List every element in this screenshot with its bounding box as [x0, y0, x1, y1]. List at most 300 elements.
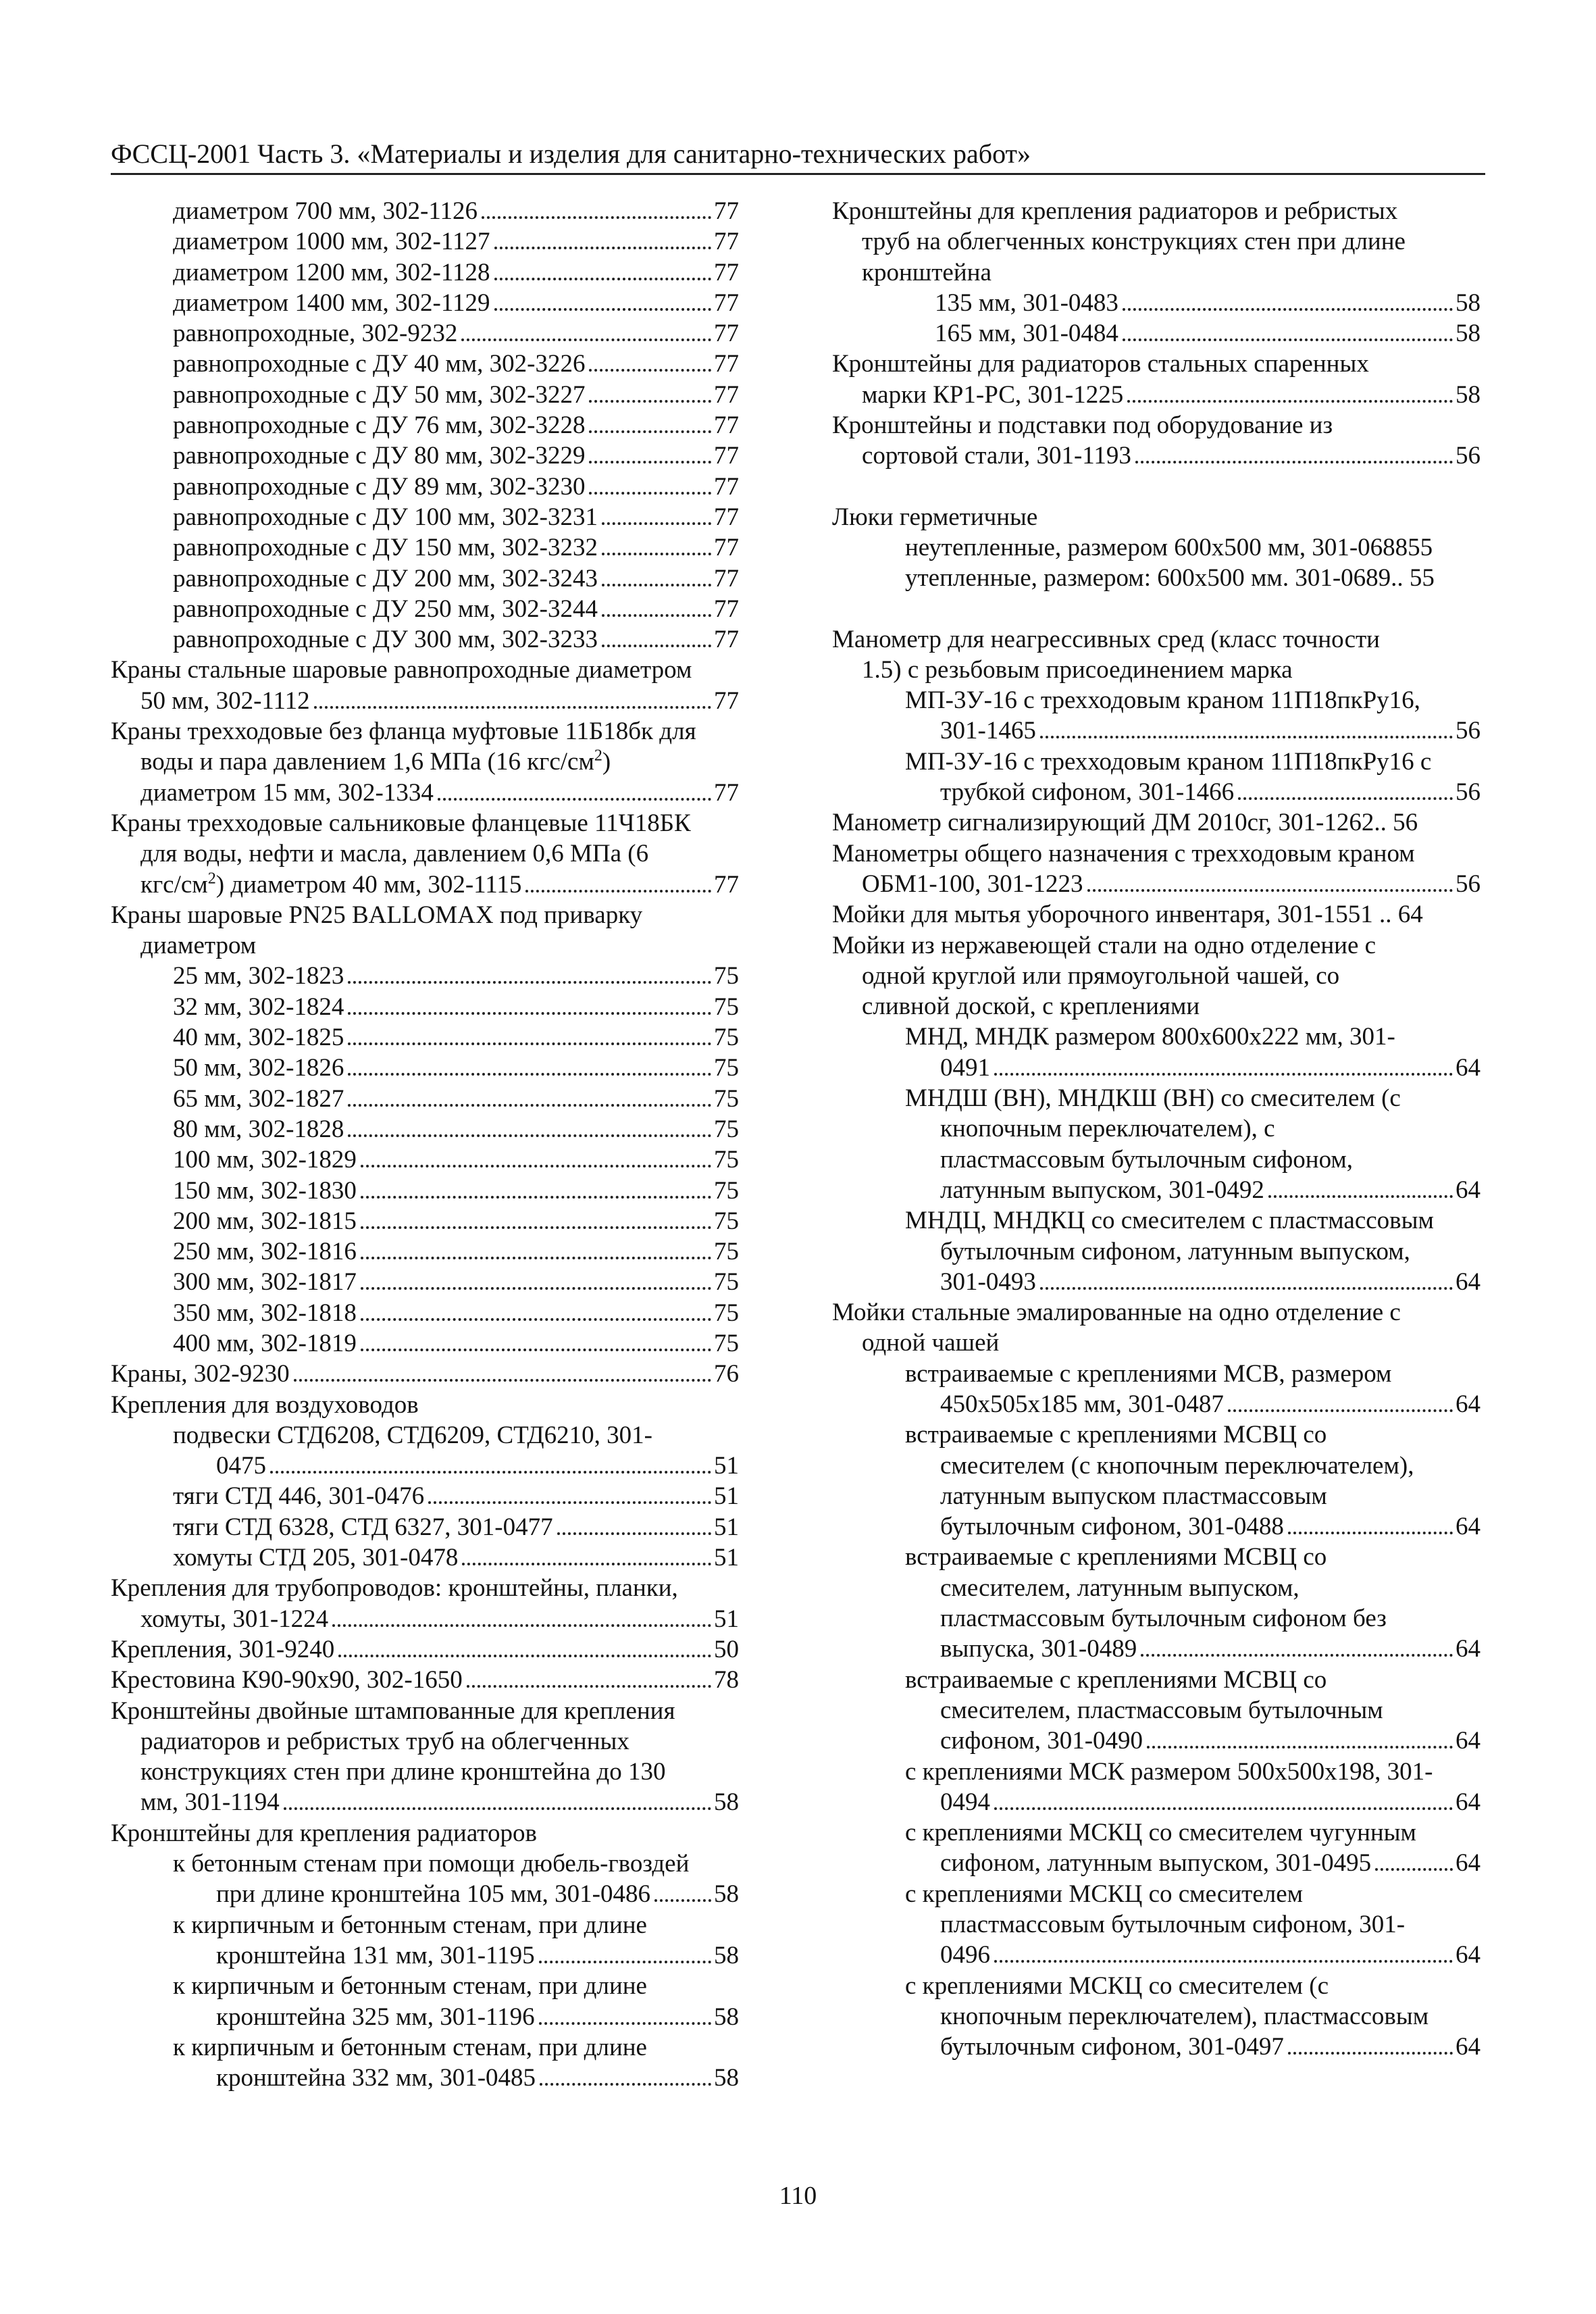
index-entry-text: 200 мм, 302-1815 — [173, 1207, 357, 1235]
dot-leader — [602, 584, 711, 586]
index-entry-text: к кирпичным и бетонным стенам, при длине — [173, 1911, 647, 1939]
page-reference: 64 — [1456, 1788, 1481, 1816]
index-entry — [111, 441, 739, 471]
index-entry-text: 450х505х185 мм, 301-0487 — [940, 1390, 1224, 1418]
page-reference: 56 — [1456, 870, 1481, 898]
index-entry-text: 32 мм, 302-1824 — [173, 992, 344, 1021]
index-entry-text: кнопочным переключателем), пластмассовым — [940, 2002, 1429, 2030]
index-entry-text: труб на облегченных конструкциях стен при длине — [862, 228, 1406, 256]
dot-leader — [1375, 1868, 1453, 1871]
index-entry-text: диаметром — [140, 932, 257, 960]
index-entry-text: с креплениями МСКЦ со смесителем чугунным — [905, 1819, 1416, 1847]
page-reference: 77 — [714, 595, 739, 623]
index-entry-text: 400 мм, 302-1819 — [173, 1329, 357, 1357]
page-reference: 75 — [714, 1054, 739, 1082]
index-entry-text: Краны стальные шаровые равнопроходные диаметром — [111, 656, 692, 684]
index-entry-text: равнопроходные с ДУ 250 мм, 302-3244 — [173, 595, 598, 623]
index-entry-text: воды и пара давлением 1,6 МПа (16 кгс/$см^2$) — [140, 747, 611, 776]
dot-leader — [361, 1196, 711, 1199]
index-entry — [111, 624, 739, 655]
page-reference: 77 — [714, 778, 739, 807]
index-entry — [111, 196, 739, 226]
index-entry-text: 65 мм, 302-1827 — [173, 1084, 344, 1113]
dot-leader — [994, 1073, 1453, 1076]
page-reference: 51 — [714, 1544, 739, 1572]
index-entry-text: равнопроходные с ДУ 80 мм, 302-3229 — [173, 442, 586, 470]
page-number: 110 — [779, 2182, 817, 2210]
page-reference: 58 — [714, 2064, 739, 2092]
index-entry-text: 350 мм, 302-1818 — [173, 1299, 357, 1327]
index-entry-text: 40 мм, 302-1825 — [173, 1024, 344, 1052]
index-entry-text: диаметром 700 мм, 302-1126 — [173, 197, 478, 225]
index-entry — [111, 1176, 739, 1206]
index-entry-text: Крепления для воздуховодов — [111, 1390, 419, 1419]
page-reference: 56 — [1456, 717, 1481, 745]
page-reference: 75 — [714, 1268, 739, 1297]
index-entry — [111, 1512, 739, 1542]
index-entry-text: хомуты, 301-1224 — [140, 1605, 329, 1633]
index-entry-text: 25 мм, 302-1823 — [173, 962, 344, 990]
index-entry — [832, 1083, 1481, 1205]
dot-leader — [994, 1807, 1453, 1810]
index-entry-text: сливной доской, с креплениями — [862, 992, 1200, 1021]
page-reference: 64 — [1456, 1635, 1481, 1663]
index-entry-text: равнопроходные с ДУ 40 мм, 302-3226 — [173, 350, 586, 378]
dot-leader — [1135, 461, 1453, 463]
page-reference: 75 — [714, 1238, 739, 1266]
index-entry — [111, 349, 739, 379]
dot-leader — [284, 1807, 711, 1810]
page-reference: 75 — [714, 962, 739, 990]
page-reference: 77 — [714, 228, 739, 256]
index-entry — [111, 1696, 739, 1818]
page-reference: 75 — [714, 1024, 739, 1052]
index-entry — [111, 563, 739, 594]
dot-leader — [270, 1471, 711, 1474]
index-entry — [111, 1084, 739, 1114]
index-entry — [111, 1114, 739, 1145]
index-entry-text: встраиваемые с креплениями МСВЦ со — [905, 1421, 1327, 1449]
dot-leader — [525, 890, 711, 892]
index-entry — [832, 1205, 1481, 1297]
page-reference: 58 — [714, 1941, 739, 1969]
index-entry-text: сортовой стали, 301-1193 — [862, 442, 1131, 470]
index-entry-text: латунным выпуском, 301-0492 — [940, 1176, 1264, 1204]
index-entry-text: диаметром 15 мм, 302-1334 — [140, 778, 434, 807]
index-entry-text: к кирпичным и бетонным стенам, при длине — [173, 1972, 647, 2001]
index-entry-text: с креплениями МСКЦ со смесителем (с — [905, 1971, 1329, 2000]
index-entry — [111, 472, 739, 502]
index-entry — [111, 1206, 739, 1236]
index-entry-text: Кронштейны для крепления радиаторов и ребристых — [832, 197, 1398, 225]
index-entry — [111, 1267, 739, 1297]
index-entry-text: кронштейна 131 мм, 301-1195 — [216, 1941, 535, 1969]
index-entry-text: 50 мм, 302-1826 — [173, 1054, 344, 1082]
page-reference: 64 — [1456, 1941, 1481, 1969]
dot-leader — [654, 1899, 711, 1902]
index-entry-text: смесителем, пластмассовым бутылочным — [940, 1696, 1383, 1724]
index-entry — [832, 563, 1481, 593]
dot-leader — [540, 2083, 711, 2086]
index-entry — [832, 807, 1481, 838]
index-entry-text: Кронштейны двойные штампованные для крепления — [111, 1696, 675, 1725]
dot-leader — [602, 645, 711, 647]
dot-leader — [994, 1960, 1453, 1963]
dot-leader — [348, 1012, 711, 1015]
index-entry-text: 100 мм, 302-1829 — [173, 1146, 357, 1174]
dot-leader — [361, 1287, 711, 1290]
index-entry — [111, 594, 739, 624]
index-entry — [832, 1297, 1481, 1359]
index-entry — [832, 838, 1481, 900]
index-entry — [832, 196, 1481, 288]
index-entry — [832, 747, 1481, 808]
index-entry — [832, 1359, 1481, 1420]
dot-leader — [1040, 1287, 1453, 1290]
dot-leader — [314, 706, 711, 709]
index-entry-text: Люки герметичные — [832, 503, 1038, 531]
index-entry — [832, 532, 1481, 563]
index-entry-text: 1.5) с резьбовым присоединением марка — [862, 655, 1293, 684]
page-reference: 77 — [714, 503, 739, 531]
index-entry — [832, 288, 1481, 318]
index-entry-text: кронштейна — [862, 258, 992, 286]
page-reference: 77 — [714, 626, 739, 654]
index-entry-text: с креплениями МСК размером 500х500х198, 301- — [905, 1757, 1433, 1786]
index-entry-text: с креплениями МСКЦ со смесителем — [905, 1880, 1304, 1908]
dot-leader — [361, 1349, 711, 1351]
index-entry — [832, 1757, 1481, 1818]
index-entry-text: радиаторов и ребристых труб на облегченных — [140, 1727, 629, 1755]
dot-leader — [348, 1042, 711, 1045]
index-entry — [832, 624, 1481, 686]
dot-leader — [602, 522, 711, 525]
index-entry-text: кронштейна 325 мм, 301-1196 — [216, 2003, 535, 2031]
dot-leader — [494, 308, 712, 311]
index-column-right — [832, 196, 1481, 2063]
index-entry-text: сифоном, латунным выпуском, 301-0495 — [940, 1849, 1372, 1878]
page-reference: 58 — [714, 1788, 739, 1817]
dot-leader — [361, 1318, 711, 1321]
page-reference: 75 — [714, 1299, 739, 1327]
page-reference: 77 — [714, 350, 739, 378]
index-entry-text: равнопроходные с ДУ 200 мм, 302-3243 — [173, 564, 598, 593]
index-entry-text: утепленные, размером: 600х500 мм. 301-0689.. 55 — [905, 564, 1435, 593]
dot-leader — [348, 1104, 711, 1107]
index-entry-text: пластмассовым бутылочным сифоном без — [940, 1605, 1387, 1633]
index-entry — [832, 899, 1481, 930]
dot-leader — [294, 1379, 711, 1382]
index-entry-text: 0496 — [940, 1941, 990, 1969]
index-entry-text: 301-0493 — [940, 1267, 1036, 1296]
page-reference: 58 — [714, 2003, 739, 2031]
index-entry-text: кгс/$см^2$) диаметром 40 мм, 302-1115 — [140, 870, 522, 899]
index-entry-text: равнопроходные, 302-9232 — [173, 320, 458, 348]
dot-leader — [428, 1501, 711, 1504]
index-entry-text: к бетонным стенам при помощи дюбель-гвоздей — [173, 1850, 690, 1878]
dot-leader — [348, 981, 711, 984]
index-entry-text: 0475 — [216, 1452, 266, 1480]
index-entry-text: равнопроходные с ДУ 50 мм, 302-3227 — [173, 380, 586, 409]
index-entry-text: смесителем (с кнопочным переключателем), — [940, 1451, 1414, 1480]
index-entry — [111, 1390, 739, 1420]
dot-leader — [539, 2022, 711, 2025]
index-entry — [111, 257, 739, 288]
index-entry-text: МП-3У-16 с трехходовым краном 11П18пкРу16, — [905, 686, 1420, 715]
dot-leader — [462, 1563, 711, 1565]
index-entry — [111, 900, 739, 961]
index-entry-text: для воды, нефти и масла, давлением 0,6 МПа (6 — [140, 840, 649, 868]
index-entry — [111, 1359, 739, 1389]
index-entry — [111, 532, 739, 563]
index-entry-text: одной чашей — [862, 1329, 1000, 1357]
index-column-left — [111, 196, 739, 2093]
index-entry-text: Кронштейны для радиаторов стальных спаренных — [832, 350, 1369, 378]
index-entry-text: 301-1465 — [940, 717, 1036, 745]
page-reference: 58 — [714, 1880, 739, 1909]
page-reference: 76 — [714, 1360, 739, 1388]
index-entry-text: 300 мм, 302-1817 — [173, 1268, 357, 1297]
dot-leader — [1087, 889, 1453, 892]
dot-leader — [1040, 736, 1453, 738]
index-entry-text: подвески СТД6208, СТД6209, СТД6210, 301- — [173, 1421, 652, 1449]
page-reference: 75 — [714, 1115, 739, 1143]
dot-leader — [1288, 2052, 1453, 2055]
index-entry — [111, 1542, 739, 1573]
index-entry — [832, 318, 1481, 349]
dot-leader — [1147, 1746, 1453, 1749]
index-entry-text: Краны трехходовые без фланца муфтовые 11Б18бк для — [111, 718, 696, 746]
dot-leader — [1123, 338, 1453, 341]
index-entry-text: ОБМ1-100, 301-1223 — [862, 870, 1083, 898]
dot-leader — [1238, 797, 1453, 800]
index-entry — [111, 1298, 739, 1328]
index-entry-text: Кронштейны для крепления радиаторов — [111, 1819, 537, 1847]
index-entry — [111, 1910, 739, 1971]
index-entry — [111, 1420, 739, 1482]
page-reference: 75 — [714, 992, 739, 1021]
page-reference: 77 — [714, 442, 739, 470]
index-entry-text: Крепления, 301-9240 — [111, 1635, 335, 1663]
index-entry — [832, 685, 1481, 747]
page-reference: 75 — [714, 1084, 739, 1113]
page-reference: 64 — [1456, 1849, 1481, 1878]
page-reference: 64 — [1456, 1176, 1481, 1204]
page-reference: 77 — [714, 411, 739, 440]
page-reference: 64 — [1456, 1390, 1481, 1418]
index-entry — [111, 961, 739, 991]
page-reference: 64 — [1456, 1053, 1481, 1082]
page-reference: 77 — [714, 564, 739, 593]
index-entry — [111, 1848, 739, 1910]
index-entry-text: выпуска, 301-0489 — [940, 1635, 1137, 1663]
dot-leader — [1127, 400, 1453, 403]
page-reference: 75 — [714, 1207, 739, 1235]
index-entry — [111, 1145, 739, 1175]
dot-leader — [1141, 1654, 1453, 1657]
dot-leader — [1228, 1409, 1453, 1412]
index-entry-text: 165 мм, 301-0484 — [935, 320, 1118, 348]
dot-leader — [438, 798, 711, 801]
dot-leader — [602, 553, 711, 555]
index-entry-text: Крепления для трубопроводов: кронштейны, планки, — [111, 1574, 678, 1603]
dot-leader — [1268, 1195, 1453, 1198]
page-reference: 51 — [714, 1513, 739, 1541]
page-reference: 77 — [714, 380, 739, 409]
page-reference: 58 — [1456, 288, 1481, 317]
page-reference: 64 — [1456, 2033, 1481, 2061]
index-entry-text: к кирпичным и бетонным стенам, при длине — [173, 2033, 647, 2061]
page-reference: 51 — [714, 1605, 739, 1633]
dot-leader — [1288, 1532, 1453, 1534]
dot-leader — [361, 1226, 711, 1229]
index-entry-text: одной круглой или прямоугольной чашей, со — [862, 961, 1340, 990]
dot-leader — [467, 1685, 711, 1688]
index-entry-text: кронштейна 332 мм, 301-0485 — [216, 2064, 536, 2092]
page-reference: 77 — [714, 534, 739, 562]
index-entry-text: диаметром 1000 мм, 302-1127 — [173, 228, 490, 256]
index-entry-text: равнопроходные с ДУ 150 мм, 302-3232 — [173, 534, 598, 562]
dot-leader — [348, 1134, 711, 1137]
index-entry-text: МНДЦ, МНДКЦ со смесителем с пластмассовым — [905, 1207, 1434, 1235]
dot-leader — [348, 1073, 711, 1076]
dot-leader — [361, 1165, 711, 1167]
index-entry — [832, 1542, 1481, 1664]
page-reference: 64 — [1456, 1727, 1481, 1755]
index-entry-text: смесителем, латунным выпуском, — [940, 1574, 1299, 1602]
index-entry-text: встраиваемые с креплениями МСВЦ со — [905, 1543, 1327, 1571]
index-entry-text: равнопроходные с ДУ 100 мм, 302-3231 — [173, 503, 598, 531]
index-entry-text: конструкциях стен при длине кронштейна до 130 — [140, 1758, 666, 1786]
index-entry-text: 0494 — [940, 1788, 990, 1816]
index-entry — [111, 992, 739, 1022]
index-entry-text: неутепленные, размером 600х500 мм, 301-068855 — [905, 533, 1433, 561]
index-entry — [832, 930, 1481, 1022]
dot-leader — [589, 461, 711, 463]
page-reference: 56 — [1456, 778, 1481, 807]
dot-leader — [482, 216, 711, 219]
index-entry — [832, 1971, 1481, 2063]
index-entry-text: 135 мм, 301-0483 — [935, 288, 1118, 317]
index-entry-text: Краны трехходовые сальниковые фланцевые 11Ч18БК — [111, 809, 691, 837]
index-entry-text: 150 мм, 302-1830 — [173, 1176, 357, 1205]
index-entry — [832, 1419, 1481, 1542]
index-entry-text: Кронштейны и подставки под оборудование из — [832, 411, 1333, 440]
dot-leader — [602, 614, 711, 617]
index-entry — [111, 288, 739, 318]
index-entry-text: 50 мм, 302-1112 — [140, 686, 310, 715]
index-entry — [111, 318, 739, 349]
index-entry — [111, 1053, 739, 1083]
index-entry — [832, 410, 1481, 472]
index-entry-text: латунным выпуском пластмассовым — [940, 1482, 1327, 1510]
dot-leader — [361, 1257, 711, 1259]
index-entry — [832, 1817, 1481, 1879]
index-entry — [111, 1481, 739, 1511]
index-entry-text: МП-3У-16 с трехходовым краном 11П18пкРу16 с — [905, 747, 1432, 776]
index-entry — [832, 1879, 1481, 1971]
index-entry — [832, 349, 1481, 410]
index-entry-text: кнопочным переключателем), с — [940, 1115, 1275, 1143]
page-reference: 56 — [1456, 442, 1481, 470]
index-entry-text: Манометр сигнализирующий ДМ 2010сг, 301-1262.. 56 — [832, 809, 1418, 837]
index-entry — [111, 380, 739, 410]
index-entry — [111, 2032, 739, 2094]
dot-leader — [494, 278, 712, 280]
index-entry-text: диаметром 1200 мм, 302-1128 — [173, 258, 490, 286]
page-reference: 58 — [1456, 380, 1481, 409]
page-reference: 77 — [714, 197, 739, 225]
index-entry — [832, 502, 1481, 532]
index-entry-text: Мойки для мытья уборочного инвентаря, 301-1551 .. 64 — [832, 901, 1423, 929]
index-entry-text: марки КР1-РС, 301-1225 — [862, 380, 1124, 409]
index-entry-text: встраиваемые с креплениями МСВ, размером — [905, 1359, 1392, 1388]
page-reference: 77 — [714, 288, 739, 317]
index-entry-text: Мойки стальные эмалированные на одно отделение с — [832, 1299, 1401, 1327]
page-reference: 77 — [714, 258, 739, 286]
index-entry-text: бутылочным сифоном, латунным выпуском, — [940, 1237, 1410, 1265]
index-entry — [832, 1022, 1481, 1083]
index-entry-text: Мойки из нержавеющей стали на одно отделение с — [832, 931, 1376, 959]
index-entry-text: МНДШ (ВН), МНДКШ (ВН) со смесителем (с — [905, 1084, 1401, 1113]
page-reference: 64 — [1456, 1513, 1481, 1541]
page-reference: 64 — [1456, 1267, 1481, 1296]
dot-leader — [338, 1655, 711, 1657]
index-entry-text: 250 мм, 302-1816 — [173, 1238, 357, 1266]
index-entry-text: сифоном, 301-0490 — [940, 1727, 1143, 1755]
page-reference: 75 — [714, 1329, 739, 1357]
dot-leader — [1123, 308, 1453, 311]
page-reference: 75 — [714, 1146, 739, 1174]
index-entry-text: бутылочным сифоном, 301-0488 — [940, 1513, 1284, 1541]
index-entry — [111, 1634, 739, 1665]
index-entry — [111, 1971, 739, 2032]
page-reference: 75 — [714, 1176, 739, 1205]
index-entry-text: встраиваемые с креплениями МСВЦ со — [905, 1665, 1327, 1694]
index-entry-text: МНД, МНДК размером 800х600х222 мм, 301- — [905, 1023, 1395, 1051]
index-entry — [832, 1665, 1481, 1757]
dot-leader — [589, 430, 711, 433]
dot-leader — [557, 1532, 711, 1535]
index-entry — [111, 716, 739, 808]
index-entry — [111, 655, 739, 716]
index-entry-text: при длине кронштейна 105 мм, 301-0486 — [216, 1880, 650, 1909]
index-entry-text: Манометр для неагрессивных сред (класс точности — [832, 625, 1380, 653]
index-entry-text: диаметром 1400 мм, 302-1129 — [173, 288, 490, 317]
index-entry-text: Крестовина К90-90х90, 302-1650 — [111, 1666, 463, 1694]
page-reference: 51 — [714, 1482, 739, 1511]
index-entry — [111, 1328, 739, 1359]
index-entry-text: тяги СТД 6328, СТД 6327, 301-0477 — [173, 1513, 553, 1541]
index-entry-text: пластмассовым бутылочным сифоном, 301- — [940, 1911, 1406, 1939]
index-entry-text: тяги СТД 446, 301-0476 — [173, 1482, 425, 1511]
dot-leader — [332, 1624, 711, 1627]
page-reference: 77 — [714, 320, 739, 348]
index-entry — [111, 1236, 739, 1267]
dot-leader — [461, 338, 711, 341]
index-entry — [111, 502, 739, 532]
dot-leader — [589, 369, 711, 372]
index-spacer — [832, 594, 1481, 624]
page-reference: 77 — [714, 686, 739, 715]
page-reference: 58 — [1456, 320, 1481, 348]
index-entry — [111, 1818, 739, 1848]
page-reference: 77 — [714, 870, 739, 899]
page-reference: 50 — [714, 1635, 739, 1663]
index-entry-text: Манометры общего назначения с трехходовым краном — [832, 839, 1415, 867]
dot-leader — [539, 1961, 711, 1963]
dot-leader — [589, 492, 711, 495]
